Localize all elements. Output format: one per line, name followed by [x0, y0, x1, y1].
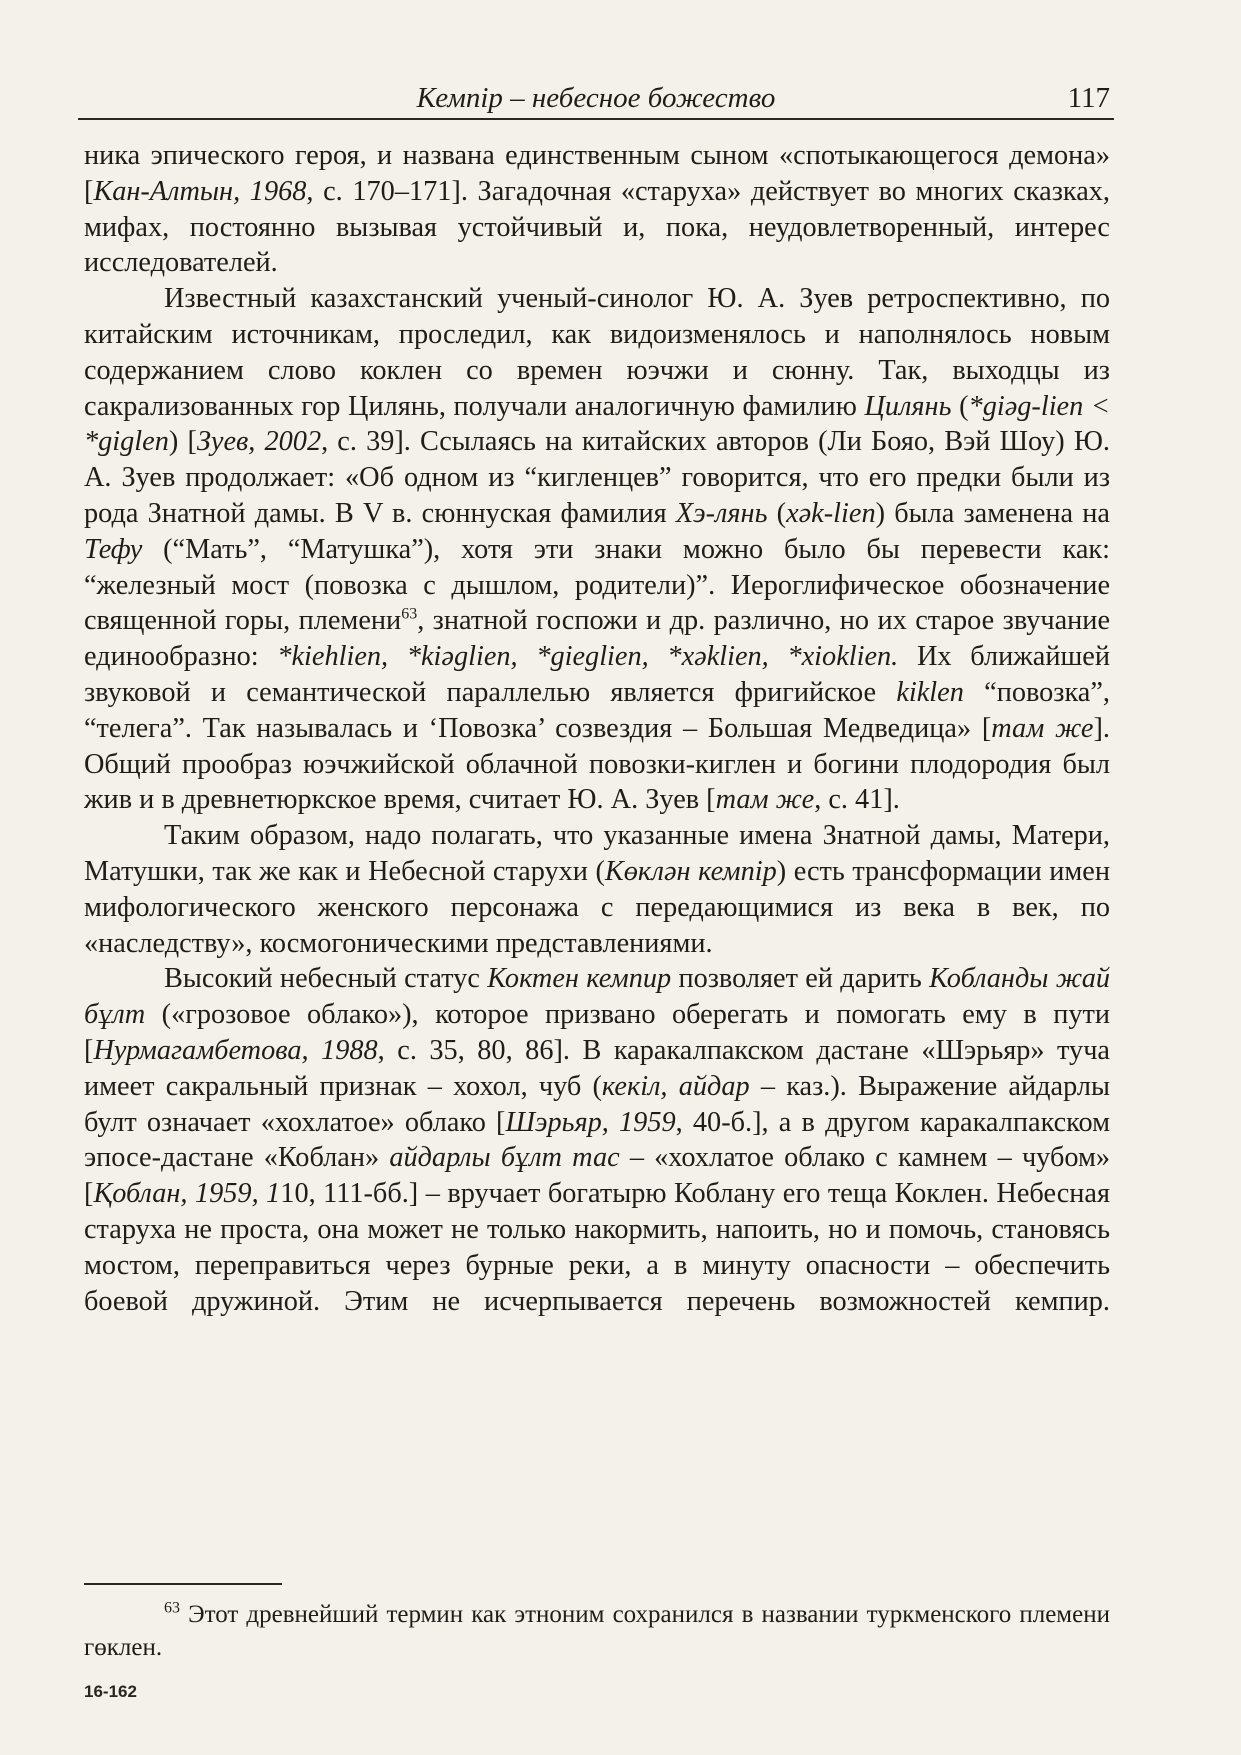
running-title: Кемпір – небесное божество [416, 82, 776, 114]
text-run: , знатной госпожи и др. различно, но их старое звучание единообразно: [84, 605, 1110, 673]
text-run: позволяет ей дарить [671, 963, 930, 995]
text-run: – каз.). Выражение айдарлы булт означает «хохлатое» облако [ [84, 1070, 1110, 1138]
italic-run: Хэ-лянь [675, 497, 768, 529]
text-run: – «хохлатое облако с камнем – чубом» [ [84, 1142, 1111, 1210]
text-run: , с. 35, 80, 86]. В каракалпакском дастане «Шэрьяр» туча имеет сакральный признак – хохол, чуб ( [84, 1034, 1110, 1102]
text-run: ( [951, 390, 969, 422]
italic-run: kiklen [896, 676, 964, 708]
paragraph [84, 961, 1110, 1319]
text-run: Таким образом, надо полагать, что указанные имена Знатной дамы, Матери, Матушки, так же как и Небесной старухи ( [84, 820, 1110, 887]
italic-run: кекіл, айдар [601, 1070, 750, 1102]
italic-run: Шэрьяр, 1959 [505, 1106, 676, 1138]
paragraph [84, 138, 1110, 281]
printer-signature: 16-162 [84, 1682, 137, 1701]
text-run: ) есть трансформации имен мифологического женского персонажа с передающимися из века в век, по «наследству», космогоническими представлениями. [84, 855, 1111, 959]
italic-run: Тефу [84, 533, 143, 565]
footnote-marker: 63 [164, 1599, 180, 1617]
page-number: 117 [1067, 82, 1110, 114]
italic-run: Зуев, 2002 [196, 426, 322, 458]
text-run: ника эпического героя, и названа единственным сыном «спотыкающегося демона» [ [84, 140, 1110, 207]
text-run: “повозка”, “телега”. Так называлась и ‘Повозка’ созвездия – Большая Медведица» [ [84, 676, 1110, 744]
italic-run: *giəg-lien < *giglen [84, 390, 1110, 458]
italic-run: там же [991, 712, 1094, 744]
italic-run: Кан-Алтын, 1968 [93, 175, 307, 207]
italic-run: Кобланды жай бұлт [84, 963, 1110, 1031]
text-run: 10, 111-бб.] – вручает богатырю Коблану его теща Коклен. Небесная старуха не проста, она может не только накормить, напоить, но и помочь, становясь мостом, переправиться через бурные реки, а в минуту опасности – обеспечить боевой дружиной. Этим не исчерпывается перечень возможностей кемпир. [84, 1178, 1110, 1317]
italic-run: *kiehlien, *kiəglien, *gieglien, *xəklien, *xioklien. [277, 641, 899, 673]
text-run: , с. 39]. Ссылаясь на китайских авторов (Ли Бояо, Вэй Шоу) Ю. А. Зуев продолжает: «Об одном из “кигленцев” говорится, что его предки были из рода Знатной дамы. В V в. сюннуская фамилия [84, 426, 1110, 529]
main-text [84, 138, 1110, 1319]
italic-run: Цилянь [864, 390, 952, 422]
text-run: Их ближайшей звуковой и семантической параллелью является фригийское [84, 641, 1110, 708]
text-run: , с. 170–171]. Загадочная «старуха» действует во многих сказках, мифах, постоянно вызывая устойчивый и, пока, неудовлетворенный, интерес исследователей. [84, 175, 1111, 279]
text-run: , 40-б.], а в другом каракалпакском эпосе-дастане «Коблан» [84, 1106, 1110, 1174]
italic-run: Қоблан, 1959, 1 [93, 1178, 281, 1210]
text-run: , с. 41]. [814, 784, 900, 816]
text-run: («грозовое облако»), которое призвано оберегать и помогать ему в пути [ [84, 999, 1110, 1066]
italic-run: Коктен кемпир [487, 963, 672, 995]
footnote-text: Этот древнейший термин как этноним сохранился в названии туркменского племени гөклен. [84, 1601, 1110, 1661]
running-header [78, 78, 1114, 120]
italic-run: айдарлы бұлт тас [389, 1142, 620, 1174]
text-run: Высокий небесный статус [164, 963, 488, 995]
italic-run: Нурмагамбетова, 1988 [93, 1034, 378, 1066]
footnote-ref: 63 [401, 605, 418, 623]
footnote [84, 1598, 1110, 1664]
footnote-rule [84, 1583, 282, 1585]
text-run: ) была заменена на [875, 497, 1110, 529]
text-run: (“Мать”, “Матушка”), хотя эти знаки можно было бы перевести как: “железный мост (повозка с дышлом, родители)”. Иероглифическое обозначение священной горы, племени [84, 533, 1110, 637]
text-run: ]. Общий прообраз юэчжийской облачной повозки-киглен и богини плодородия был жив и в древнетюркское время, считает Ю. А. Зуев [ [84, 712, 1110, 816]
italic-run: xək-lien [786, 497, 876, 529]
text-run: ( [767, 497, 787, 529]
text-run: ) [ [168, 426, 197, 458]
text-run: Известный казахстанский ученый-синолог Ю. А. Зуев ретроспективно, по китайским источникам, проследил, как видоизменялось и наполнялось новым содержанием слово коклен со времен юэчжи и сюнну. Так, выходцы из сакрализованных гор Цилянь, получали аналогичную фамилию [84, 283, 1110, 422]
paragraph [84, 281, 1110, 818]
italic-run: там же [715, 784, 815, 816]
paragraph [84, 818, 1110, 961]
italic-run: Көклəн кемпір [604, 855, 777, 887]
